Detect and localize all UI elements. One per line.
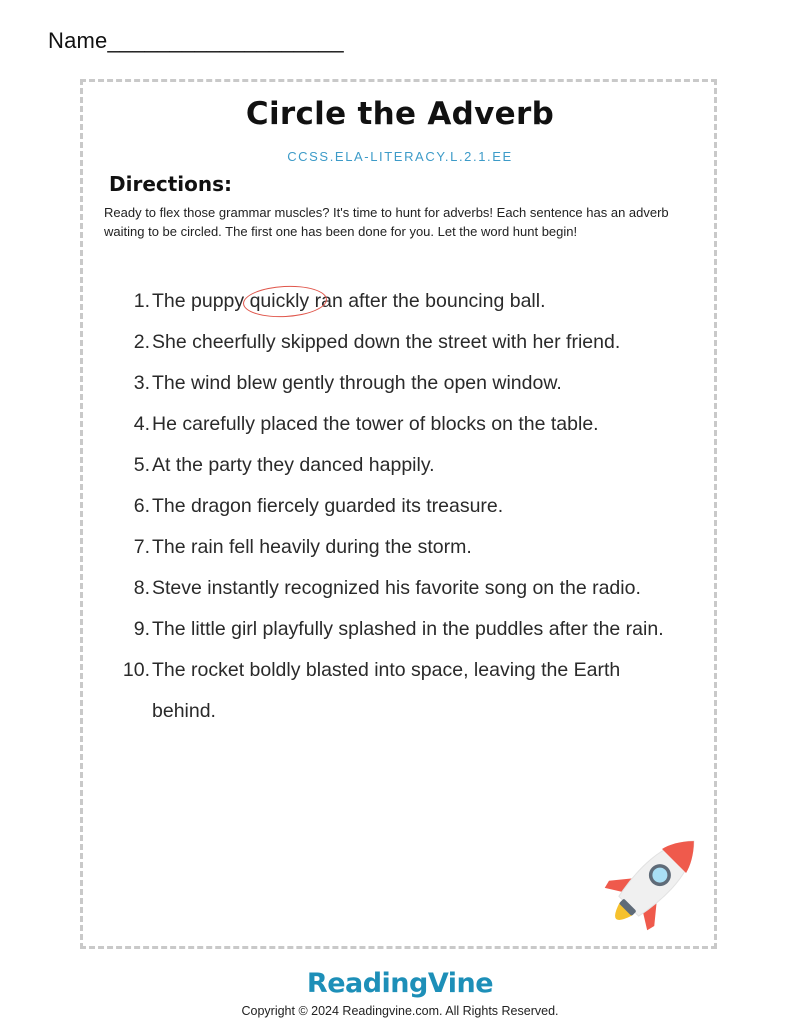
adverb-word: quickly bbox=[249, 290, 310, 312]
item-text-after: ran after the bouncing ball. bbox=[309, 290, 546, 312]
item-number: 10. bbox=[122, 659, 150, 681]
item-number: 4. bbox=[133, 413, 150, 435]
list-item bbox=[110, 281, 680, 322]
circled-adverb bbox=[250, 281, 310, 322]
name-field-label: Name___________________ bbox=[48, 28, 344, 53]
item-text: At the party they danced happily. bbox=[152, 454, 435, 476]
item-text: Steve instantly recognized his favorite song on the radio. bbox=[152, 577, 641, 599]
list-item bbox=[110, 609, 680, 650]
item-number: 5. bbox=[133, 454, 150, 476]
item-number: 3. bbox=[133, 372, 150, 394]
item-number: 1. bbox=[133, 290, 150, 312]
item-text: The rain fell heavily during the storm. bbox=[152, 536, 472, 558]
list-item bbox=[110, 445, 680, 486]
rocket-icon bbox=[588, 825, 713, 943]
item-text: The wind blew gently through the open window. bbox=[152, 372, 562, 394]
directions-heading: Directions: bbox=[109, 172, 233, 196]
directions-text: Ready to flex those grammar muscles? It's time to hunt for adverbs! Each sentence has an adverb waiting to be circled. The first one has been done for you. Let the word hunt begin! bbox=[104, 205, 669, 239]
item-text: The little girl playfully splashed in the puddles after the rain. bbox=[152, 618, 664, 640]
item-number: 9. bbox=[133, 618, 150, 640]
item-text: The rocket boldly blasted into space, leaving the Earth behind. bbox=[152, 659, 621, 722]
item-text: The dragon fiercely guarded its treasure. bbox=[152, 495, 504, 517]
item-number: 2. bbox=[133, 331, 150, 353]
brand-logo: ReadingVine bbox=[306, 968, 494, 999]
item-text: She cheerfully skipped down the street with her friend. bbox=[152, 331, 621, 353]
list-item bbox=[110, 322, 680, 363]
sentence-list bbox=[110, 281, 680, 732]
item-number: 6. bbox=[133, 495, 150, 517]
list-item bbox=[110, 486, 680, 527]
list-item bbox=[110, 363, 680, 404]
item-text: He carefully placed the tower of blocks on the table. bbox=[152, 413, 599, 435]
worksheet-title: Circle the Adverb bbox=[245, 96, 555, 132]
item-text bbox=[151, 281, 680, 322]
list-item bbox=[110, 404, 680, 445]
standard-code: CCSS.ELA-LITERACY.L.2.1.EE bbox=[287, 149, 513, 164]
item-number: 7. bbox=[133, 536, 150, 558]
list-item bbox=[110, 650, 680, 732]
copyright-text: Copyright © 2024 Readingvine.com. All Rights Reserved. bbox=[241, 1004, 559, 1018]
list-item bbox=[110, 568, 680, 609]
item-text-before: The puppy bbox=[152, 290, 250, 312]
item-number: 8. bbox=[133, 577, 150, 599]
list-item bbox=[110, 527, 680, 568]
